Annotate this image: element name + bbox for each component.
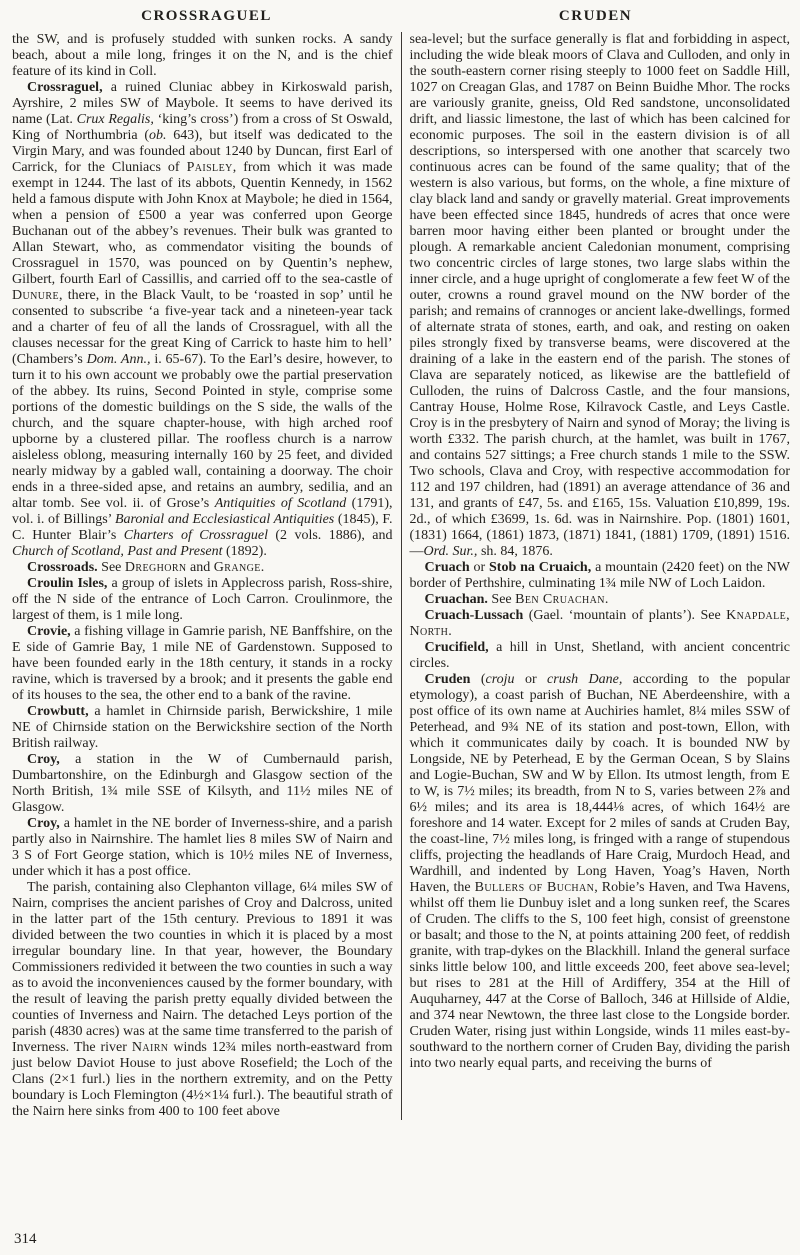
cross-reference: Grange (213, 560, 261, 575)
text-columns (12, 32, 790, 1120)
text-segment: (2 vols. 1886), and (267, 528, 393, 543)
cross-reference: Bullers of Buchan (474, 880, 595, 895)
continuation-croy-parish (410, 32, 791, 560)
text-segment: The parish, containing also Clephanton village, 6¼ miles SW of Nairn, comprises the ancient parishes of Croy and Dalcross, united in the latter part of the 15th century. Previous to 1891 it was divided between the two counties in which it is placed by a most irregular boundary line. In that year, however, the Boundary Commissioners redivided it between the two counties in such a way as to avoid the inconveniences caused by the former boundary, with the result of leaving the parish pretty equally divided between the counties of Inverness and Nairn. The detached Leys portion of the parish (4830 acres) was at the same time transferred to the parish of Inverness. The river (12, 880, 393, 1055)
text-segment: ‘king’s cross’) from a cross of St Oswald, King of Northumbria ( (12, 112, 393, 143)
text-segment: a hill in Unst, Shetland, with ancient concentric circles. (409, 640, 790, 671)
text-segment: winds 12¾ miles north-eastward from just below Daviot House to just above Rosefield; the Loch of the Clans (2×1 furl.) lies in the northern extremity, and on the Petty boundary is Loch Flemington (4½×1¼ furl.). The beautiful strath of the Nairn here sinks from 400 to 100 feet above (12, 1040, 393, 1119)
italic-text: Church of Scotland, Past and Present (12, 544, 223, 559)
text-segment: or (514, 672, 548, 687)
text-segment: ( (470, 672, 486, 687)
text-segment: , from which it was made exempt in 1244. The last of its abbots, Quentin Kennedy, in 1562 held a famous dispute with John Knox at Maybole; he died in 1564, when a pension of £500 a year was conferred upon George Buchanan out of the abbey’s revenues. Their bulk was granted to Allan Stewart, who, as commendator visiting the bounds of Crossraguel in 1570, was pounced on by Quentin’s nephew, Gilbert, fourth Earl of Cassillis, and carried off to the sea-castle of (12, 160, 393, 287)
text-segment: . (260, 560, 265, 575)
entry-cruden (410, 672, 791, 1072)
entry-cruachan (410, 592, 791, 608)
entry-croy-station (12, 752, 393, 816)
text-segment: a hamlet in the NE border of Inverness-shire, and a parish partly also in Nairnshire. The hamlet lies 8 miles SW of Nairn and 3 S of Fort George station, which is 10½ miles NE of Inverness, under which it has a post office. (12, 816, 393, 879)
italic-text: Dom. Ann., (86, 352, 151, 367)
entry-crossroads (12, 560, 393, 576)
cross-reference: Dreghorn (124, 560, 187, 575)
text-segment: according to the popular etymology), a coast parish of Buchan, NE Aberdeenshire, with a post office of its own name at Auchiries hamlet, 8¼ miles SSW of Peterhead, and 9¾ NE of its station and post-town, Ellon, with which it communicates daily by coach. It is bounded NW by Longside, NE by Peterhead, E by the German Ocean, S by Slains and Logie-Buchan, SW and W by Ellon. Its utmost length, from E to W, is 7½ miles; its breadth, from N to S, varies between 2⅞ and 6½ miles; and its area is 18,444⅛ acres, of which 164½ are foreshore and 14 water. Except for 2 miles of sands at Cruden Bay, the coast-line, 7½ miles long, is fringed with a range of stupendous cliffs, projecting the headlands of Hare Craig, Murdoch Head, and Wardhill, and indented by Long Haven, Yoag’s Haven, North Haven, the (409, 672, 790, 895)
text-segment: i. 65-67). To the Earl’s desire, however, to turn it to his own account we probably owe the partial preservation of the abbey. Its ruins, Second Pointed in style, comprise some portions of the domestic buildings on the S side, the walls of the church, and the square chapter-house, with high arched roof upborne by a clustered pillar. The roofless church is a narrow aisleless oblong, measuring internally 160 by 25 feet, and divided nearly midway by a gabled wall, containing a doorway. The choir ends in a three-sided apse, and retains an aumbry, sedilia, and an altar tomb. See vol. ii. of Grose’s (12, 352, 393, 511)
text-segment: . (604, 592, 609, 607)
italic-text: crush Dane, (547, 672, 623, 687)
cross-reference: Ben Cruachan (515, 592, 605, 607)
entry-crossraguel (12, 80, 393, 560)
entry-crucifield (410, 640, 791, 672)
entry-title: Croy, (27, 816, 60, 831)
text-segment: or (469, 560, 489, 575)
cross-reference: Dunure (12, 288, 59, 303)
text-segment: See (97, 560, 125, 575)
text-segment: (Gael. ‘mountain of plants’). See (523, 608, 727, 623)
text-segment: , Robie’s Haven, and Twa Havens, whilst off them lie Dunbuy islet and a long sunken reef, the Scares of Cruden. The cliffs to the S, 100 feet high, consist of greenstone or basalt; and those to the N, at points attaining 200 feet, of reddish granite, with trap-dykes on the Blackhill. Inland the general surface sinks little below 100, and little exceeds 200, feet above sea-level; but rises to 281 at the Hill of Ardiffery, 354 at the Hill of Auquharney, 447 at the Corse of Balloch, 346 at Hillside of Aldie, and 374 near Newtown, the three last close to the Longside border. Cruden Water, rising just within Longside, winds 11 miles east-by-southward to the northern corner of Cruden Bay, dividing the parish into two nearly equal parts, and receiving the burns of (409, 880, 791, 1071)
text-segment: sh. 84, 1876. (477, 544, 553, 559)
entry-title: Cruach (424, 560, 470, 575)
italic-text: Charters of Crossraguel (123, 528, 268, 543)
entry-title: Crovie, (27, 624, 71, 639)
text-segment: See (487, 592, 516, 607)
right-column (410, 32, 791, 1120)
italic-text: croju (485, 672, 515, 687)
entry-title: Cruden (424, 672, 471, 687)
entry-title: Cruach-Lussach (424, 608, 524, 623)
entry-title: Crossraguel, (27, 80, 103, 95)
entry-title: Crucifield, (424, 640, 489, 655)
entry-cruach-lussach (410, 608, 791, 640)
text-segment: and (186, 560, 214, 575)
running-head-left: CROSSRAGUEL (141, 8, 272, 24)
text-segment: a hamlet in Chirnside parish, Berwickshire, 1 mile NE of Chirnside station on the Berwickshire section of the North British railway. (12, 704, 393, 751)
text-segment: 643), but itself was dedicated to the Virgin Mary, and was founded about 1240 by Duncan, first Earl of Carrick, for the Cluniacs of (12, 128, 393, 175)
italic-text: ob. (149, 128, 167, 143)
text-segment: a mountain (2420 feet) on the NW border of Perthshire, culminating 1¾ mile NW of Loch Laidon. (409, 560, 791, 591)
text-segment: (1892). (222, 544, 267, 559)
entry-title: Croy, (27, 752, 60, 767)
running-heads (12, 6, 790, 32)
text-segment: a fishing village in Gamrie parish, NE Banffshire, on the E side of Gamrie Bay, 1 mile NE of Gardenstown. Supposed to have been founded early in the 18th century, it stands in a rocky ravine, which is traversed by a brook; and it presents the gable end of its houses to the sea, the other end to a bank of the ravine. (12, 624, 393, 703)
text-segment: a ruined Cluniac abbey in Kirkoswald parish, Ayrshire, 2 miles SW of Maybole. It seems to have derived its name (Lat. (12, 80, 393, 127)
left-column (12, 32, 393, 1120)
entry-title: Stob na Cruaich, (489, 560, 592, 575)
continuation-coll (12, 32, 393, 80)
cross-reference: Paisley (186, 160, 233, 175)
italic-text: Crux Regalis, (76, 112, 154, 127)
cross-reference: Nairn (131, 1040, 169, 1055)
column-divider-rule (401, 32, 402, 1120)
entry-title: Crossroads. (27, 560, 98, 575)
text-segment: (1791), vol. i. of Billings’ (12, 496, 393, 527)
entry-title: Cruachan. (424, 592, 488, 607)
italic-text: Ord. Sur., (423, 544, 478, 559)
text-segment: . (448, 624, 452, 639)
italic-text: Baronial and Ecclesiastical Antiquities (114, 512, 335, 527)
text-segment: (1845), F. C. Hunter Blair’s (12, 512, 393, 543)
cross-reference: Knapdale, North (409, 608, 790, 639)
entry-title: Croulin Isles, (27, 576, 108, 591)
italic-text: Antiquities of Scotland (214, 496, 347, 511)
entry-croy-hamlet (12, 816, 393, 880)
text-segment: a group of islets in Applecross parish, Ross-shire, off the N side of the entrance of Loch Carron. Croulinmore, the largest of them, is 1 mile long. (12, 576, 393, 623)
text-segment: the SW, and is profusely studded with sunken rocks. A sandy beach, about a mile long, fringes it on the N, and is the chief feature of its kind in Coll. (12, 32, 393, 79)
entry-crovie (12, 624, 393, 704)
text-segment: a station in the W of Cumbernauld parish, Dumbartonshire, on the Edinburgh and Glasgow section of the North British, 1¾ mile SSE of Kilsyth, and 11½ miles NE of Glasgow. (12, 752, 393, 815)
entry-title: Crowbutt, (27, 704, 89, 719)
text-segment: sea-level; but the surface generally is flat and forbidding in aspect, including the wide bleak moors of Clava and Culloden, and only in the south-eastern corner rising steeply to 1000 feet on Saddle Hill, 1027 on Creagan Glas, and 1787 on Beinn Buidhe Mhor. The rocks are variously granite, gneiss, Old Red sandstone, unconsolidated drift, and liassic limestone, the last of which has been calcined for economic purposes. The soil in the eastern division is of all descriptions, so interspersed with one another that scarcely two continuous acres can be found of the same quality; that of the western is also various, but forms, on the whole, a fine mixture of clay black land and sandy or gravelly material. Great improvements have been effected since 1845, hundreds of acres that once were barren moor having either been planted or brought under the plough. A remarkable ancient Caledonian monument, comprising two concentric circles of large stones, two large slabs within the inner circle, and a huge upright of conglomerate a few feet W of the outer, crowns a round gravel mound on the NW border of the parish; and remains of crannoges or ancient lake-dwellings, formed of alternate strata of stones, earth, and oak, and resting on oaken piles strongly fixed by transverse beams, were discovered at the draining of a lake in the eastern end of the parish. The stones of Clava are separately noticed, as likewise are the battlefield of Culloden, the ruins of Dalcross Castle, and the four mansions, Cantray House, Holme Rose, Kilravock Castle, and Leys Castle. Croy is in the presbytery of Nairn and synod of Moray; the living is worth £332. The parish church, at the hamlet, was built in 1767, and contains 527 sittings; a Free church stands 1 mile to the SSW. Two schools, Clava and Croy, with respective accommodation for 112 and 197 children, had (1891) an average attendance of 36 and 131, and grants of £47, 5s. and £165, 15s. Valuation £10,899, 19s. 2d., of which £3699, 1s. 6d. was in Nairnshire. Pop. (1801) 1601, (1831) 1664, (1861) 1873, (1871) 1841, (1881) 1709, (1891) 1516.— (409, 32, 790, 559)
entry-cruach (410, 560, 791, 592)
entry-croulin-isles (12, 576, 393, 624)
page-number: 314 (14, 1231, 37, 1247)
text-segment: , there, in the Black Vault, to be ‘roasted in sop’ until he consented to subscribe ‘a five-year tack and a nineteen-year tack and a charter of feu of all the lands of Crossraguel, with all the clauses necessar for the great King of Carrick to haste him to hell’ (Chambers’s (12, 288, 393, 367)
running-head-right: CRUDEN (558, 8, 633, 24)
entry-crowbutt (12, 704, 393, 752)
entry-croy-parish (12, 880, 393, 1120)
